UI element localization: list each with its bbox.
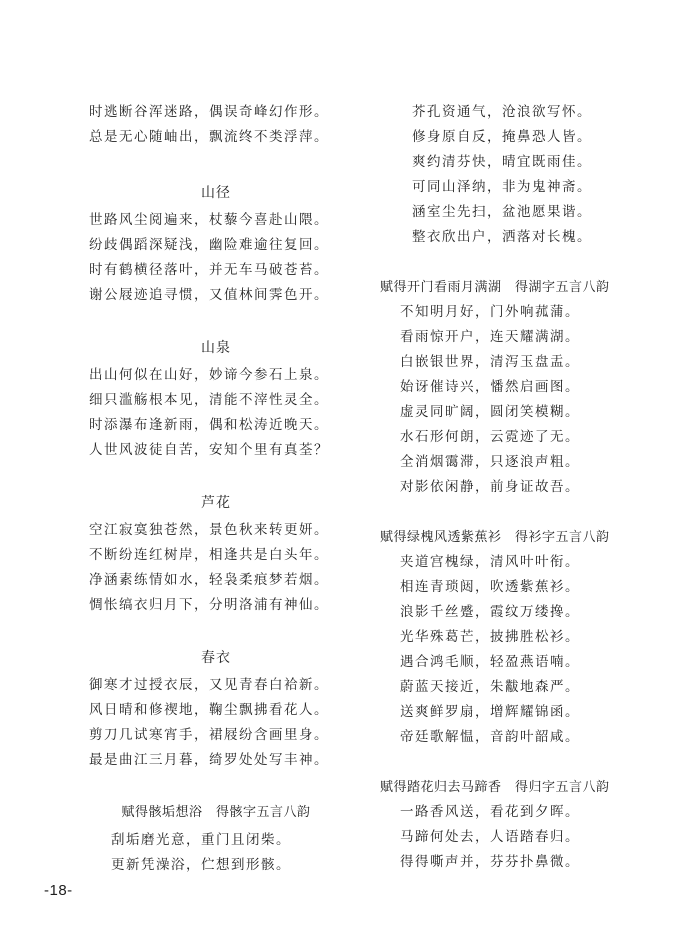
poem-line: 芥孔资通气，沧浪欲写怀。	[412, 104, 592, 120]
poem-line: 整衣欣出户，洒落对长槐。	[412, 229, 592, 245]
poem-title: 赋得踏花归去马蹄香 得归字五言八韵	[380, 780, 610, 795]
poem-line: 风日晴和修禊地，鞠尘飘拂看花人。	[89, 702, 329, 718]
right-column	[380, 100, 650, 875]
poem-line: 帝廷歌解愠，音韵叶韶咸。	[400, 729, 580, 745]
poem-line: 可同山泽纳，非为鬼神斋。	[412, 179, 592, 195]
poem-line: 总是无心随岫出，飘流终不类浮萍。	[89, 129, 329, 145]
poem-line: 纷歧偶蹈深疑浅，幽险难逾往复回。	[89, 237, 329, 253]
poem-line: 光华殊葛芒，披拂胜松衫。	[400, 629, 580, 645]
poem-line: 时添瀑布逢新雨，偶和松涛近晚天。	[89, 417, 329, 433]
poem-line: 始讶催诗兴，憣然启画图。	[400, 379, 580, 395]
poem-line: 更新凭澡浴，伫想到形骸。	[111, 857, 291, 873]
poem-line: 惆怅缟衣归月下，分明洛浦有神仙。	[89, 597, 329, 613]
poem-line: 空江寂寞独苍然，景色秋来转更妍。	[89, 522, 329, 538]
poem-line: 净涵素练情如水，轻袅柔痕梦若烟。	[89, 572, 329, 588]
poem-line: 不知明月好，门外响菰蒲。	[400, 304, 580, 320]
poem-line: 修身原自反，掩鼻恐人皆。	[412, 129, 592, 145]
poem-line: 人世风波徒自苦，安知个里有真荃？	[89, 442, 329, 458]
poem-line: 相连青琐闼，吹透紫蕉衫。	[400, 579, 580, 595]
poem-line: 全消烟霭滞，只逐浪声粗。	[400, 454, 580, 470]
poem-line: 夹道宫槐绿，清风叶叶衔。	[400, 554, 580, 570]
poem-line: 剪刀几试寒宵手，裙屐纷含画里身。	[89, 727, 329, 743]
poem-line: 得得嘶声并，芬芬扑鼻微。	[400, 854, 580, 870]
poem-title: 赋得绿槐风透紫蕉衫 得衫字五言八韵	[380, 530, 610, 545]
poem-title: 山径	[201, 185, 231, 201]
poem-line: 出山何似在山好，妙谛今参石上泉。	[89, 367, 329, 383]
poem-line: 刮垢磨光意，重门且闭柴。	[111, 832, 291, 848]
poem-line: 谢公屐迹追寻惯，又值林间霁色开。	[89, 287, 329, 303]
poem-title: 赋得骸垢想浴 得骸字五言八韵	[121, 805, 311, 820]
poem-title: 山泉	[201, 340, 231, 356]
left-column	[89, 100, 349, 878]
poem-title: 赋得开门看雨月满湖 得湖字五言八韵	[380, 280, 610, 295]
poem-line: 送爽鲜罗扇，增辉耀锦函。	[400, 704, 580, 720]
poem-line: 世路风尘阅遍来，杖藜今喜赴山隈。	[89, 212, 329, 228]
poem-line: 时逃断谷浑迷路，偶误奇峰幻作形。	[89, 104, 329, 120]
poem-line: 马蹄何处去，人语踏春归。	[400, 829, 580, 845]
poem-line: 爽约清芬快，晴宜既雨佳。	[412, 154, 592, 170]
poem-line: 浪影千丝蹙，霞纹万缕搀。	[400, 604, 580, 620]
poem-line: 一路香风送，看花到夕晖。	[400, 804, 580, 820]
poem-line: 虚灵同旷阔，圆闭笑模糊。	[400, 404, 580, 420]
poem-line: 时有鹤横径落叶，并无车马破苍苔。	[89, 262, 329, 278]
poem-line: 最是曲江三月暮，绮罗处处写丰神。	[89, 752, 329, 768]
page-number: -18-	[44, 882, 73, 899]
poem-title: 春衣	[201, 650, 231, 666]
poem-line: 看雨惊开户，连天耀满湖。	[400, 329, 580, 345]
poem-line: 遇合鸿毛顺，轻盈燕语喃。	[400, 654, 580, 670]
poem-line: 涵室尘先扫，盆池愿果谐。	[412, 204, 592, 220]
poem-line: 不断纷连红树岸，相逢共是白头年。	[89, 547, 329, 563]
poem-line: 白嵌银世界，清泻玉盘盂。	[400, 354, 580, 370]
poem-line: 水石形何朗，云霓迹了无。	[400, 429, 580, 445]
poem-title: 芦花	[201, 495, 231, 511]
poem-line: 细只滥觞根本见，清能不滓性灵全。	[89, 392, 329, 408]
poem-line: 御寒才过授衣辰，又见青春白袷新。	[89, 677, 329, 693]
poem-line: 蔚蓝天接近，朱黻地森严。	[400, 679, 580, 695]
poem-line: 对影依闲静，前身证故吾。	[400, 479, 580, 495]
